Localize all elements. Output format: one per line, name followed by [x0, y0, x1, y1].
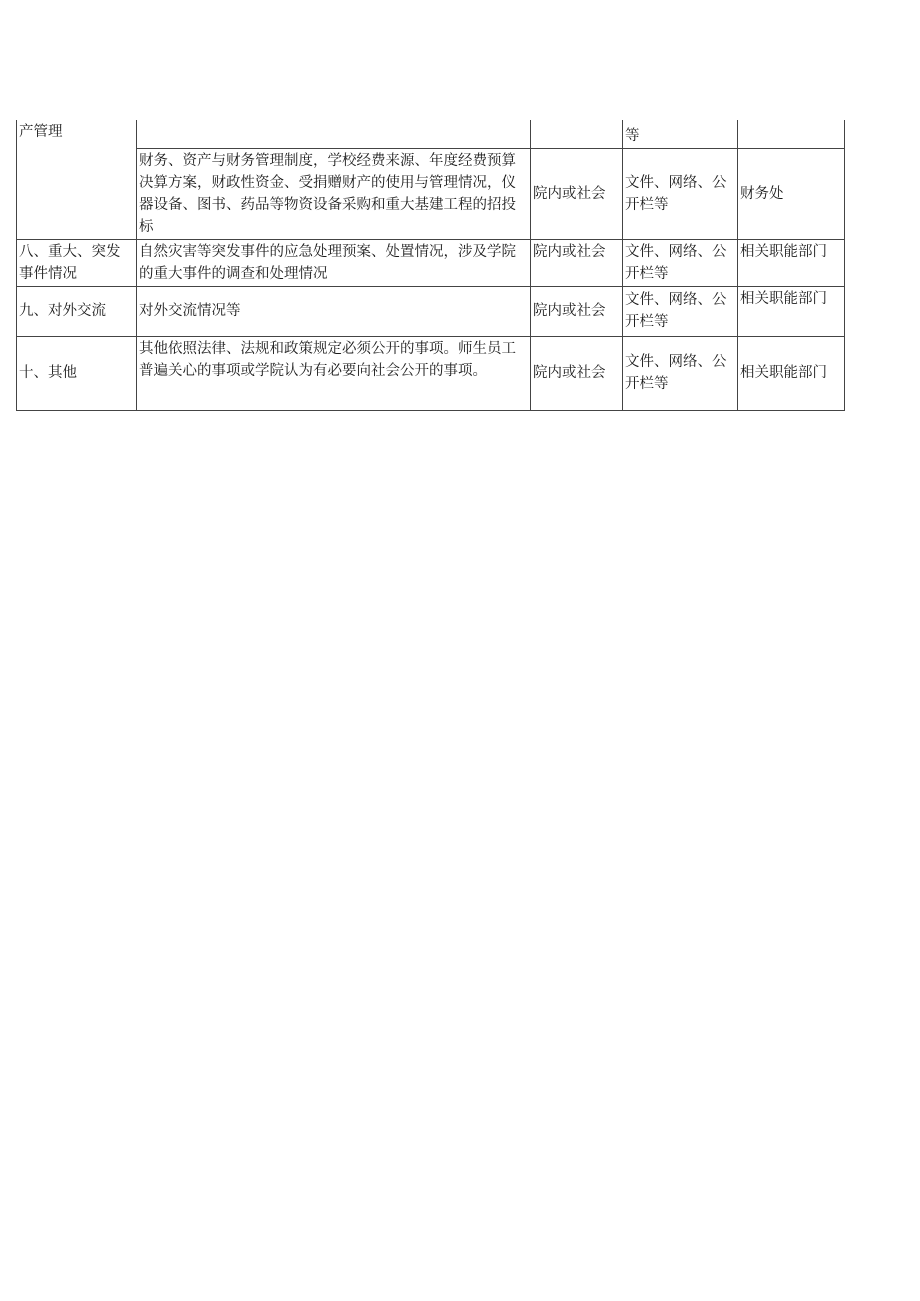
- dept-cell: 财务处: [738, 148, 845, 239]
- method-cell: 文件、网络、公开栏等: [623, 336, 738, 410]
- table-row: [17, 336, 845, 410]
- scope-cell: 院内或社会: [531, 286, 623, 336]
- category-cell: [17, 120, 137, 239]
- content-cell: 财务、资产与财务管理制度，学校经费来源、年度经费预算决算方案，财政性资金、受捐赠财产的使用与管理情况，仪器设备、图书、药品等物资设备采购和重大基建工程的招投标: [137, 148, 531, 239]
- table-row: [17, 286, 845, 336]
- category-text: 产管理: [19, 124, 63, 140]
- dept-cell: 相关职能部门: [738, 286, 845, 336]
- disclosure-table: [16, 120, 845, 411]
- table-row: [17, 239, 845, 286]
- content-cell: 其他依照法律、法规和政策规定必须公开的事项。师生员工普遍关心的事项或学院认为有必要向社会公开的事项。: [137, 336, 531, 410]
- method-cell: 文件、网络、公开栏等: [623, 148, 738, 239]
- table-row: [17, 120, 845, 148]
- dept-cell: [738, 120, 845, 148]
- category-cell: 十、其他: [17, 336, 137, 410]
- category-cell: 九、对外交流: [17, 286, 137, 336]
- content-cell: 对外交流情况等: [137, 286, 531, 336]
- dept-cell: 相关职能部门: [738, 336, 845, 410]
- scope-cell: 院内或社会: [531, 148, 623, 239]
- content-cell: [137, 120, 531, 148]
- table-row: [17, 148, 845, 239]
- scope-cell: 院内或社会: [531, 336, 623, 410]
- method-cell: 等: [623, 120, 738, 148]
- scope-cell: 院内或社会: [531, 239, 623, 286]
- content-cell: 自然灾害等突发事件的应急处理预案、处置情况，涉及学院的重大事件的调查和处理情况: [137, 239, 531, 286]
- category-cell: 八、重大、突发事件情况: [17, 239, 137, 286]
- dept-cell: 相关职能部门: [738, 239, 845, 286]
- scope-cell: [531, 120, 623, 148]
- method-cell: 文件、网络、公开栏等: [623, 239, 738, 286]
- method-cell: 文件、网络、公开栏等: [623, 286, 738, 336]
